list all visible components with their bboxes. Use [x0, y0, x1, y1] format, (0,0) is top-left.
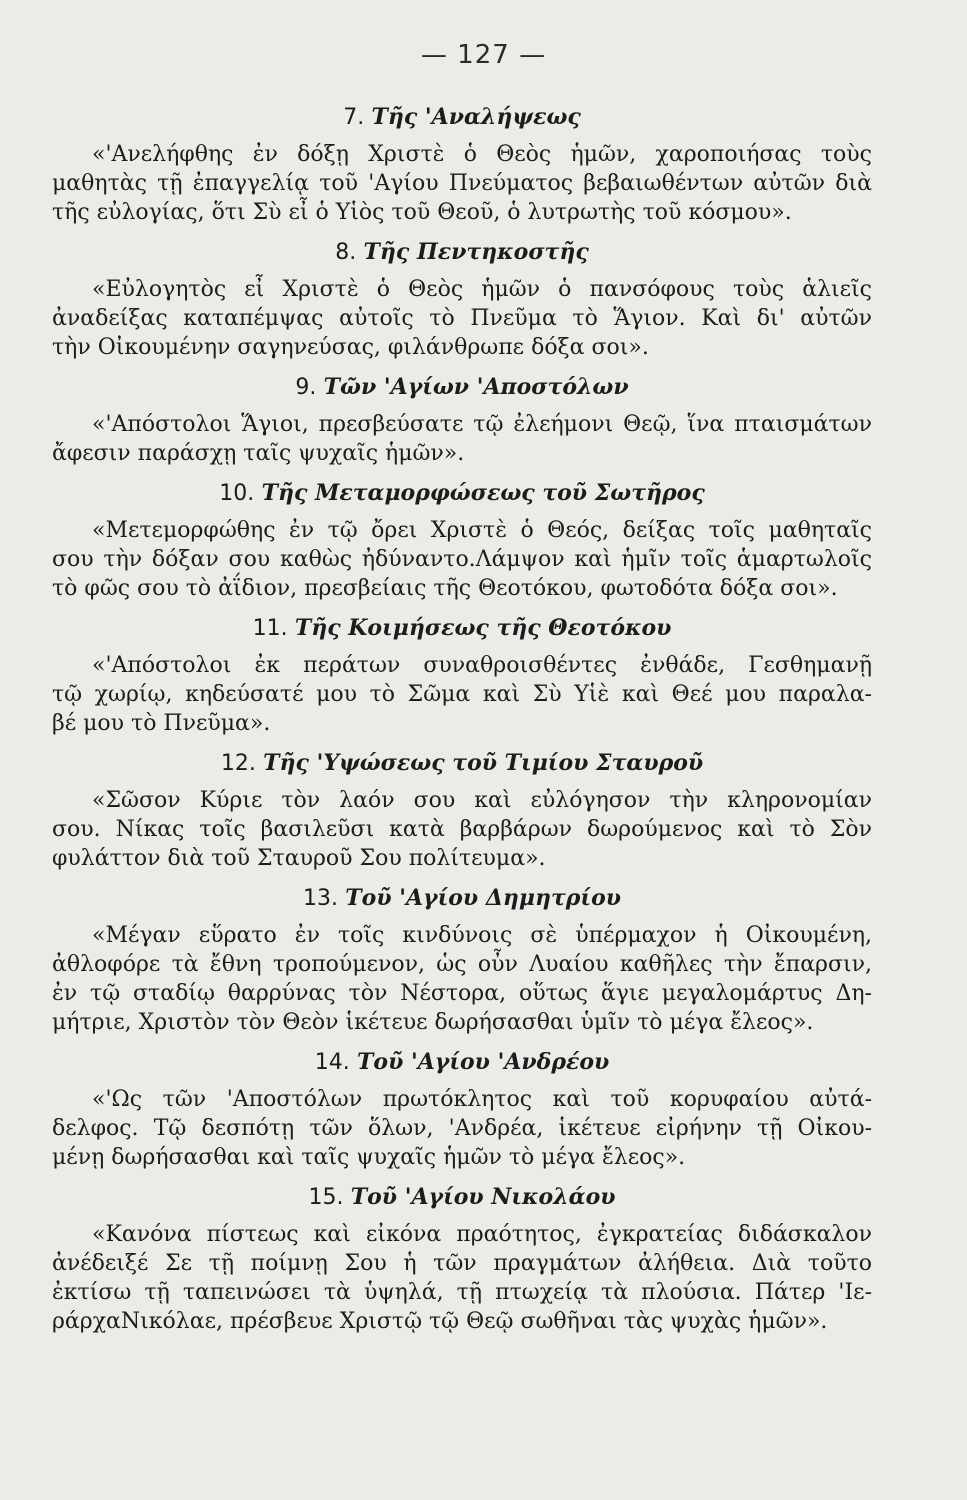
text-line: ἄφεσιν παράσχῃ ταῖς ψυχαῖς ἡμῶν».: [52, 441, 465, 466]
text-line: ἀναδείξας καταπέμψας αὐτοῖς τὸ Πνεῦμα τὸ Ἅγιον. Καὶ δι' αὐτῶν: [52, 306, 872, 331]
text-line: τῆς εὐλογίας, ὅτι Σὺ εἶ ὁ Υἱὸς τοῦ Θεοῦ, ὁ λυτρωτὴς τοῦ κόσμου».: [52, 200, 792, 225]
text-line: «Μετεμορφώθης ἐν τῷ ὄρει Χριστὲ ὁ Θεός, δείξας τοῖς μαθηταῖς: [92, 518, 872, 543]
hymn-text: [52, 921, 872, 1037]
section-number: 13.: [302, 886, 338, 911]
hymn-text: [52, 651, 872, 738]
text-line: βέ μου τὸ Πνεῦμα».: [52, 711, 271, 736]
text-line: «Κανόνα πίστεως καὶ εἰκόνα πραότητος, ἐγκρατείας διδάσκαλον: [92, 1222, 872, 1247]
text-line: τῷ χωρίῳ, κηδεύσατέ μου τὸ Σῶμα καὶ Σὺ Υἱὲ καὶ Θεέ μου παραλα-: [52, 682, 872, 707]
text-line: τὸ φῶς σου τὸ ἀΐδιον, πρεσβείαις τῆς Θεοτόκου, φωτοδότα δόξα σοι».: [52, 576, 838, 601]
section-title: Τοῦ 'Αγίου 'Ανδρέου: [357, 1049, 610, 1075]
hymn-section: [52, 881, 872, 1037]
hymn-text: [52, 140, 872, 227]
text-line: «'Απόστολοι ἐκ περάτων συναθροισθέντες ἐνθάδε, Γεσθημανῇ: [92, 653, 872, 678]
hymn-section: [52, 1180, 872, 1336]
section-heading: [52, 476, 872, 516]
text-line: φυλάττον διὰ τοῦ Σταυροῦ Σου πολίτευμα».: [52, 846, 546, 871]
text-line: σου τὴν δόξαν σου καθὼς ἠδύναντο.Λάμψον καὶ ἡμῖν τοῖς ἁμαρτωλοῖς: [52, 547, 872, 572]
section-heading: [52, 611, 872, 651]
text-line: ἐν τῷ σταδίῳ θαρρύνας τὸν Νέστορα, οὕτως ἅγιε μεγαλομάρτυς Δη-: [52, 981, 872, 1006]
section-title: Τῆς Κοιμήσεως τῆς Θεοτόκου: [294, 615, 672, 641]
hymn-section: [52, 611, 872, 738]
section-title: Τῆς 'Υψώσεως τοῦ Τιμίου Σταυροῦ: [263, 750, 704, 776]
text-line: δελφος. Τῷ δεσπότῃ τῶν ὅλων, 'Ανδρέα, ἱκέτευε εἰρήνην τῇ Οἰκου-: [52, 1116, 872, 1141]
section-heading: [52, 1045, 872, 1085]
text-line: «'Ως τῶν 'Αποστόλων πρωτόκλητος καὶ τοῦ κορυφαίου αὐτά-: [92, 1087, 872, 1112]
section-number: 9.: [295, 375, 317, 400]
hymn-text: [52, 1220, 872, 1336]
text-line: τὴν Οἰκουμένην σαγηνεύσας, φιλάνθρωπε δόξα σοι».: [52, 335, 649, 360]
section-number: 8.: [335, 240, 357, 265]
text-line: ἀθλοφόρε τὰ ἔθνη τροπούμενον, ὡς οὖν Λυαίου καθῆλες τὴν ἔπαρσιν,: [52, 952, 872, 977]
section-number: 10.: [219, 481, 255, 506]
hymn-section: [52, 235, 872, 362]
text-line: σου. Νίκας τοῖς βασιλεῦσι κατὰ βαρβάρων δωρούμενος καὶ τὸ Σὸν: [52, 817, 872, 842]
section-number: 15.: [308, 1185, 344, 1210]
section-title: Τοῦ 'Αγίου Νικολάου: [350, 1184, 616, 1210]
hymn-section: [52, 370, 872, 468]
section-heading: [52, 100, 872, 140]
section-title: Τῆς 'Αναλήψεως: [371, 104, 581, 130]
section-number: 11.: [252, 616, 288, 641]
section-title: Τῆς Πεντηκοστῆς: [363, 239, 589, 265]
text-line: «'Ανελήφθης ἐν δόξῃ Χριστὲ ὁ Θεὸς ἡμῶν, χαροποιήσας τοὺς: [92, 142, 872, 167]
page-content: [52, 100, 872, 1344]
text-line: «Μέγαν εὕρατο ἐν τοῖς κινδύνοις σὲ ὑπέρμαχον ἡ Οἰκουμένη,: [92, 923, 872, 948]
text-line: «Εὐλογητὸς εἶ Χριστὲ ὁ Θεὸς ἡμῶν ὁ πανσόφους τοὺς ἁλιεῖς: [92, 277, 872, 302]
section-title: Τῶν 'Αγίων 'Αποστόλων: [323, 374, 629, 400]
text-line: μένῃ δωρήσασθαι καὶ ταῖς ψυχαῖς ἡμῶν τὸ μέγα ἔλεος».: [52, 1145, 686, 1170]
section-number: 14.: [314, 1050, 350, 1075]
hymn-section: [52, 746, 872, 873]
text-line: ἀνέδειξέ Σε τῇ ποίμνῃ Σου ἡ τῶν πραγμάτων ἀλήθεια. Διὰ τοῦτο: [52, 1251, 872, 1276]
text-line: ράρχαΝικόλαε, πρέσβευε Χριστῷ τῷ Θεῷ σωθῆναι τὰς ψυχὰς ἡμῶν».: [52, 1309, 828, 1334]
text-line: μαθητὰς τῇ ἐπαγγελίᾳ τοῦ 'Αγίου Πνεύματος βεβαιωθέντων αὐτῶν διὰ: [52, 171, 872, 196]
hymn-text: [52, 410, 872, 468]
section-heading: [52, 370, 872, 410]
hymn-text: [52, 786, 872, 873]
hymn-section: [52, 1045, 872, 1172]
section-heading: [52, 746, 872, 786]
page-number: — 127 —: [420, 40, 547, 70]
section-number: 7.: [343, 105, 365, 130]
section-number: 12.: [220, 751, 256, 776]
section-heading: [52, 1180, 872, 1220]
hymn-text: [52, 516, 872, 603]
hymn-text: [52, 1085, 872, 1172]
text-line: «Σῶσον Κύριε τὸν λαόν σου καὶ εὐλόγησον τὴν κληρονομίαν: [92, 788, 872, 813]
hymn-section: [52, 100, 872, 227]
section-heading: [52, 881, 872, 921]
section-heading: [52, 235, 872, 275]
section-title: Τῆς Μεταμορφώσεως τοῦ Σωτῆρος: [261, 480, 705, 506]
text-line: «'Απόστολοι Ἅγιοι, πρεσβεύσατε τῷ ἐλεήμονι Θεῷ, ἵνα πταισμάτων: [92, 412, 872, 437]
hymn-section: [52, 476, 872, 603]
section-title: Τοῦ 'Αγίου Δημητρίου: [345, 885, 622, 911]
text-line: ἐκτίσω τῇ ταπεινώσει τὰ ὑψηλά, τῇ πτωχείᾳ τὰ πλούσια. Πάτερ 'Ιε-: [52, 1280, 872, 1305]
text-line: μήτριε, Χριστὸν τὸν Θεὸν ἱκέτευε δωρήσασθαι ὑμῖν τὸ μέγα ἔλεος».: [52, 1010, 814, 1035]
hymn-text: [52, 275, 872, 362]
